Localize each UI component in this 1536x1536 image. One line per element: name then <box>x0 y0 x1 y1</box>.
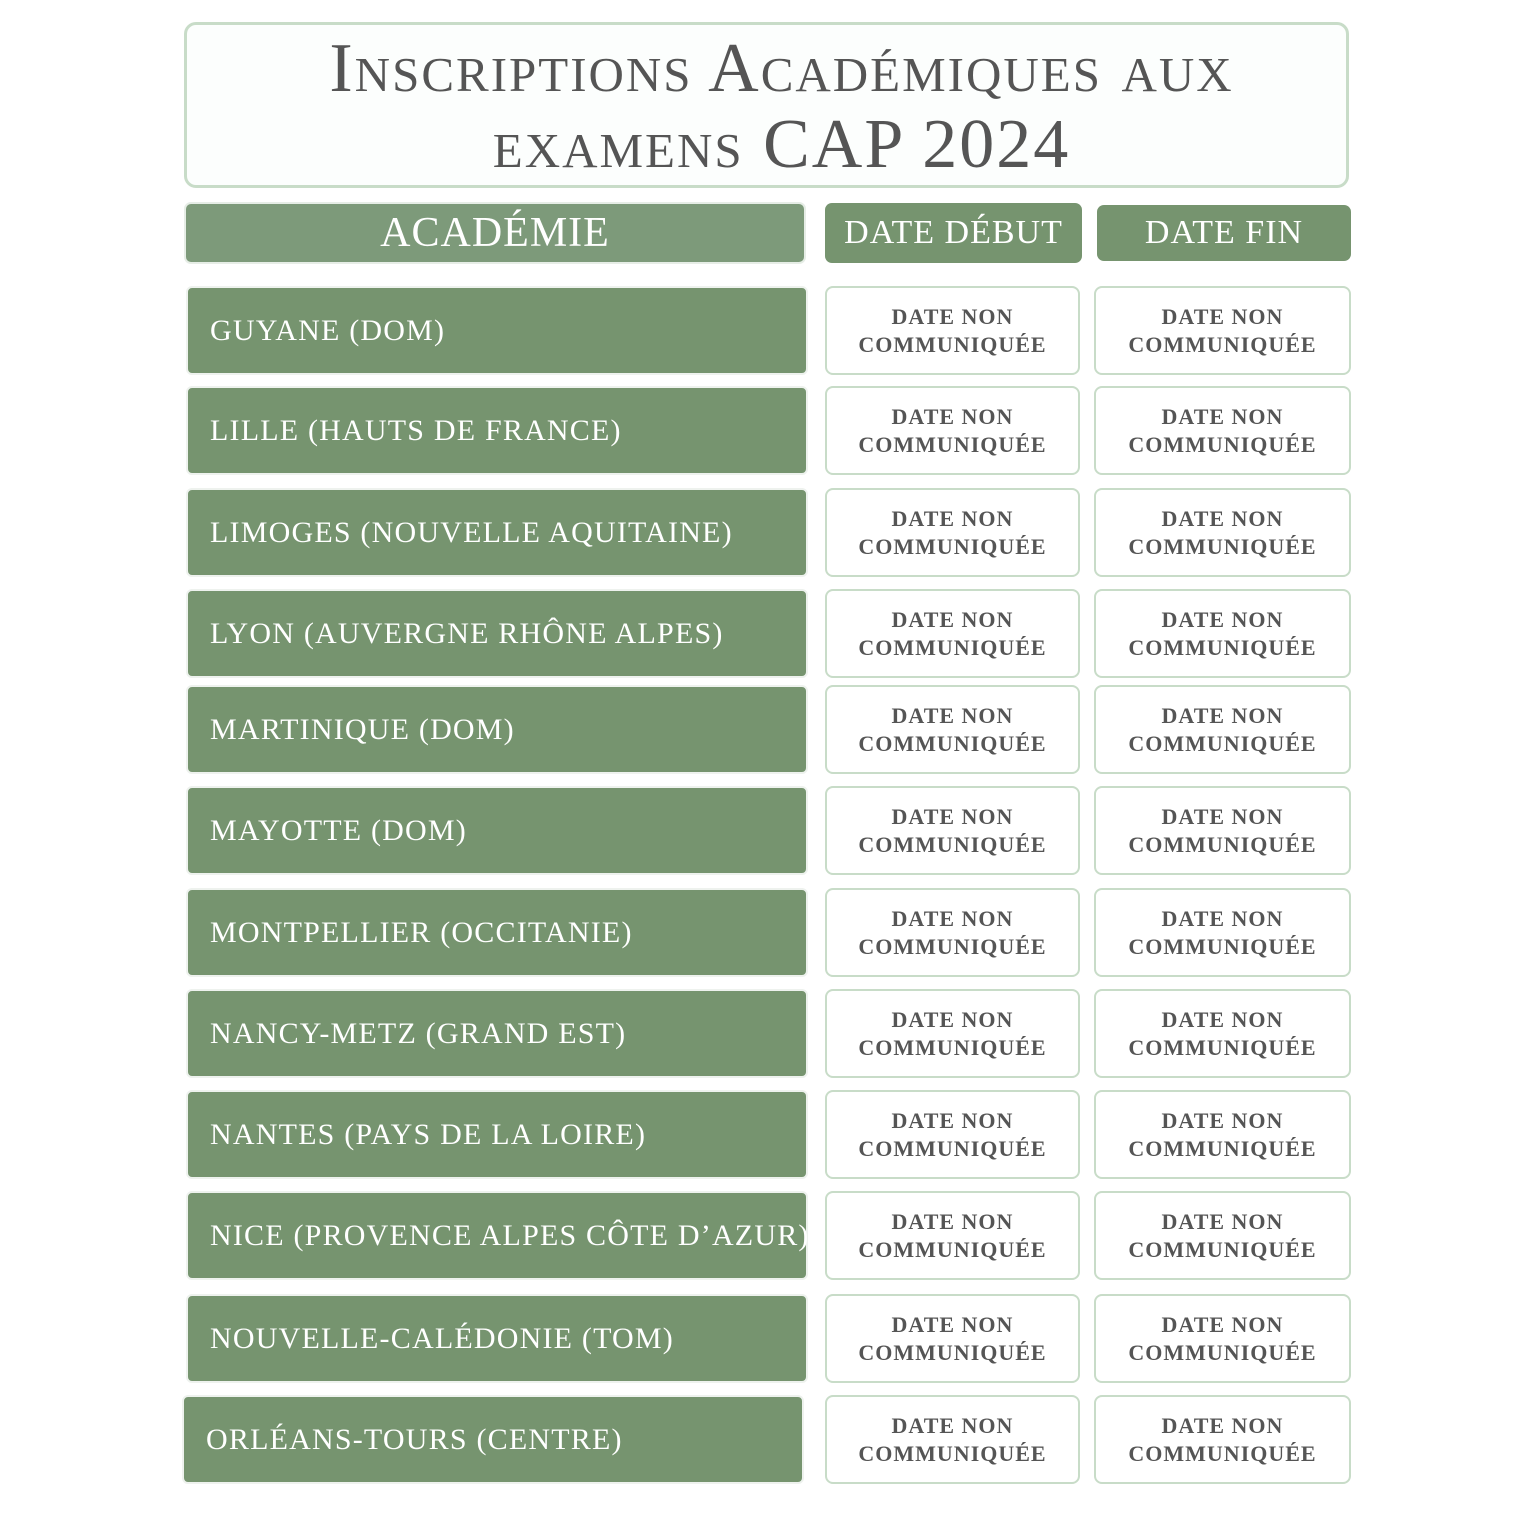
table-row <box>0 589 1536 678</box>
table-row <box>0 1191 1536 1280</box>
date-fin-line-1: DATE NON <box>1161 1107 1284 1133</box>
date-debut-cell <box>825 685 1080 774</box>
header-academie: ACADÉMIE <box>184 202 806 264</box>
date-fin-line-2: COMMUNIQUÉE <box>1128 1135 1317 1161</box>
date-fin-cell <box>1094 589 1351 678</box>
date-fin-cell <box>1094 989 1351 1078</box>
date-debut-cell <box>825 786 1080 875</box>
academie-cell: NANTES (PAYS DE LA LOIRE) <box>186 1090 808 1179</box>
date-fin-cell <box>1094 786 1351 875</box>
academie-cell: NOUVELLE-CALÉDONIE (TOM) <box>186 1294 808 1383</box>
academie-cell: LILLE (HAUTS DE FRANCE) <box>186 386 808 475</box>
date-fin-line-1: DATE NON <box>1161 303 1284 329</box>
date-debut-cell <box>825 589 1080 678</box>
date-debut-line-2: COMMUNIQUÉE <box>858 933 1047 959</box>
date-fin-line-2: COMMUNIQUÉE <box>1128 1339 1317 1365</box>
academie-cell: NICE (PROVENCE ALPES CÔTE D’AZUR) <box>186 1191 808 1280</box>
academie-cell: MARTINIQUE (DOM) <box>186 685 808 774</box>
date-debut-cell <box>825 1090 1080 1179</box>
date-fin-cell <box>1094 1294 1351 1383</box>
date-fin-line-1: DATE NON <box>1161 803 1284 829</box>
date-debut-cell <box>825 1294 1080 1383</box>
table-row <box>0 989 1536 1078</box>
table-row <box>0 685 1536 774</box>
date-fin-cell <box>1094 1191 1351 1280</box>
date-fin-line-2: COMMUNIQUÉE <box>1128 1440 1317 1466</box>
date-debut-line-2: COMMUNIQUÉE <box>858 1034 1047 1060</box>
date-debut-cell <box>825 1395 1080 1484</box>
date-debut-line-2: COMMUNIQUÉE <box>858 431 1047 457</box>
date-fin-line-1: DATE NON <box>1161 1412 1284 1438</box>
date-fin-line-1: DATE NON <box>1161 1311 1284 1337</box>
academie-cell: MONTPELLIER (OCCITANIE) <box>186 888 808 977</box>
academie-cell: LIMOGES (NOUVELLE AQUITAINE) <box>186 488 808 577</box>
date-fin-line-1: DATE NON <box>1161 1006 1284 1032</box>
date-fin-line-2: COMMUNIQUÉE <box>1128 933 1317 959</box>
date-debut-line-2: COMMUNIQUÉE <box>858 533 1047 559</box>
date-debut-line-1: DATE NON <box>891 606 1014 632</box>
title-line-1: Inscriptions Académiques aux <box>329 30 1234 107</box>
academie-cell: NANCY-METZ (GRAND EST) <box>186 989 808 1078</box>
date-fin-line-2: COMMUNIQUÉE <box>1128 431 1317 457</box>
date-debut-cell <box>825 989 1080 1078</box>
date-fin-line-1: DATE NON <box>1161 606 1284 632</box>
table-row <box>0 488 1536 577</box>
date-debut-line-1: DATE NON <box>891 803 1014 829</box>
date-debut-line-1: DATE NON <box>891 303 1014 329</box>
academie-cell: GUYANE (DOM) <box>186 286 808 375</box>
date-debut-line-1: DATE NON <box>891 1006 1014 1032</box>
date-debut-line-1: DATE NON <box>891 1107 1014 1133</box>
table-row <box>0 1090 1536 1179</box>
academie-cell: MAYOTTE (DOM) <box>186 786 808 875</box>
date-fin-cell <box>1094 888 1351 977</box>
table-row <box>0 786 1536 875</box>
table-row <box>0 888 1536 977</box>
header-date-debut: DATE DÉBUT <box>825 203 1082 263</box>
date-debut-line-1: DATE NON <box>891 1311 1014 1337</box>
date-fin-line-2: COMMUNIQUÉE <box>1128 1034 1317 1060</box>
date-debut-cell <box>825 1191 1080 1280</box>
date-fin-cell <box>1094 488 1351 577</box>
date-debut-cell <box>825 488 1080 577</box>
table-row <box>0 1294 1536 1383</box>
academie-cell: ORLÉANS-TOURS (CENTRE) <box>182 1395 804 1484</box>
date-fin-cell <box>1094 685 1351 774</box>
date-fin-line-1: DATE NON <box>1161 403 1284 429</box>
header-date-fin: DATE FIN <box>1097 205 1351 261</box>
date-debut-line-2: COMMUNIQUÉE <box>858 1440 1047 1466</box>
title-line-2: examens CAP 2024 <box>492 106 1071 183</box>
date-debut-line-1: DATE NON <box>891 505 1014 531</box>
academie-cell: LYON (AUVERGNE RHÔNE ALPES) <box>186 589 808 678</box>
date-debut-line-1: DATE NON <box>891 403 1014 429</box>
date-fin-line-1: DATE NON <box>1161 702 1284 728</box>
date-debut-line-2: COMMUNIQUÉE <box>858 331 1047 357</box>
date-fin-line-2: COMMUNIQUÉE <box>1128 331 1317 357</box>
date-debut-line-1: DATE NON <box>891 1412 1014 1438</box>
date-fin-cell <box>1094 286 1351 375</box>
date-fin-line-1: DATE NON <box>1161 1208 1284 1234</box>
date-debut-cell <box>825 386 1080 475</box>
table-row <box>0 1395 1536 1484</box>
date-debut-line-2: COMMUNIQUÉE <box>858 1339 1047 1365</box>
date-debut-line-2: COMMUNIQUÉE <box>858 1236 1047 1262</box>
date-debut-cell <box>825 286 1080 375</box>
date-fin-line-2: COMMUNIQUÉE <box>1128 730 1317 756</box>
date-fin-cell <box>1094 386 1351 475</box>
date-debut-line-1: DATE NON <box>891 702 1014 728</box>
date-fin-cell <box>1094 1090 1351 1179</box>
table-row <box>0 286 1536 375</box>
date-fin-cell <box>1094 1395 1351 1484</box>
date-debut-cell <box>825 888 1080 977</box>
date-fin-line-2: COMMUNIQUÉE <box>1128 634 1317 660</box>
date-debut-line-2: COMMUNIQUÉE <box>858 831 1047 857</box>
date-debut-line-1: DATE NON <box>891 905 1014 931</box>
date-debut-line-1: DATE NON <box>891 1208 1014 1234</box>
date-fin-line-1: DATE NON <box>1161 505 1284 531</box>
table-row <box>0 386 1536 475</box>
date-debut-line-2: COMMUNIQUÉE <box>858 730 1047 756</box>
date-debut-line-2: COMMUNIQUÉE <box>858 1135 1047 1161</box>
date-debut-line-2: COMMUNIQUÉE <box>858 634 1047 660</box>
date-fin-line-2: COMMUNIQUÉE <box>1128 533 1317 559</box>
date-fin-line-1: DATE NON <box>1161 905 1284 931</box>
date-fin-line-2: COMMUNIQUÉE <box>1128 831 1317 857</box>
date-fin-line-2: COMMUNIQUÉE <box>1128 1236 1317 1262</box>
